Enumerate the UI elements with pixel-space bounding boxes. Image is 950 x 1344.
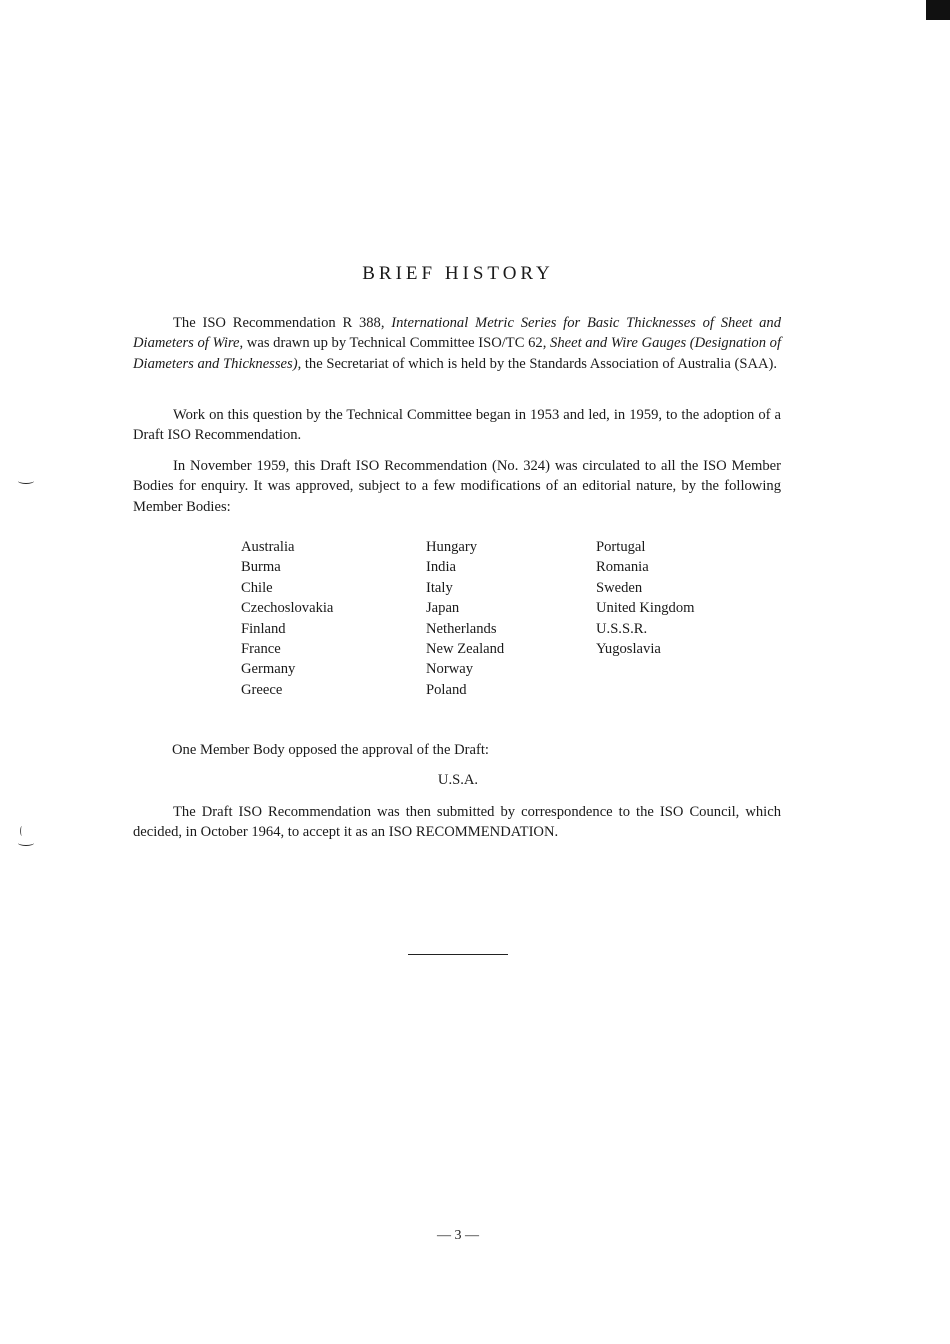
list-item: Poland [426,681,467,698]
enquiry-text: In November 1959, this Draft ISO Recommendation (No. 324) was circulated to all the ISO Member Bodies for enquiry. It was approved, subject to a few modifications of an editorial nature, by the following Member Bodies: [133,458,781,515]
list-item: United Kingdom [596,600,695,617]
paragraph-enquiry [133,456,781,517]
list-item: Portugal [596,539,646,555]
corner-registration-mark [926,0,950,20]
list-item: Italy [426,579,453,596]
opposed-statement: One Member Body opposed the approval of the Draft: [172,742,489,758]
list-item: U.S.S.R. [596,620,648,637]
committee-title: Sheet and Wire Gauges (Designation of Diameters and Thicknesses) [133,335,781,372]
work-text: Work on this question by the Technical Committee began in 1953 and led, in 1959, to the adoption of a Draft ISO Recommendation. [133,407,781,444]
list-item: Finland [241,620,286,637]
intro-text-2: , was drawn up by Technical Committee ISO/TC 62, [239,335,551,352]
intro-text-1: The ISO Recommendation R 388, [173,315,392,331]
margin-scan-mark [18,840,34,846]
member-bodies-column-2 [426,537,504,700]
paragraph-council [133,802,781,843]
intro-text-3: , the Secretariat of which is held by the Standards Association of Australia (SAA). [297,355,778,372]
list-item: Chile [241,579,273,596]
list-item: Australia [241,539,295,555]
council-text: The Draft ISO Recommendation was then submitted by correspondence to the ISO Council, which decided, in October 1964, to accept it as an ISO RECOMMENDATION. [133,804,781,841]
list-item: Hungary [426,539,478,555]
list-item: New Zealand [426,640,505,657]
list-item: Czechoslovakia [241,600,334,617]
list-item: France [241,640,281,657]
member-bodies-column-1 [241,537,333,700]
list-item: Norway [426,661,474,678]
list-item: Yugoslavia [596,640,661,657]
margin-scan-tick [20,826,24,836]
page-number: — 3 — [437,1228,479,1243]
opposing-member-body: U.S.A. [437,772,479,788]
list-item: Burma [241,559,281,576]
paragraph-work [133,405,781,446]
page-title: BRIEF HISTORY [362,262,554,284]
list-item: Greece [241,681,283,698]
list-item: Romania [596,559,649,576]
list-item: Germany [241,661,296,678]
member-bodies-column-3 [596,537,695,659]
list-item: Sweden [596,579,643,596]
recommendation-title: International Metric Series for Basic Thicknesses of Sheet and Diameters of Wire [133,315,781,352]
list-item: Netherlands [426,620,497,637]
margin-scan-mark [18,478,34,484]
list-item: India [426,559,456,576]
list-item: Japan [426,600,460,617]
paragraph-intro [133,313,781,374]
section-divider [408,954,508,955]
